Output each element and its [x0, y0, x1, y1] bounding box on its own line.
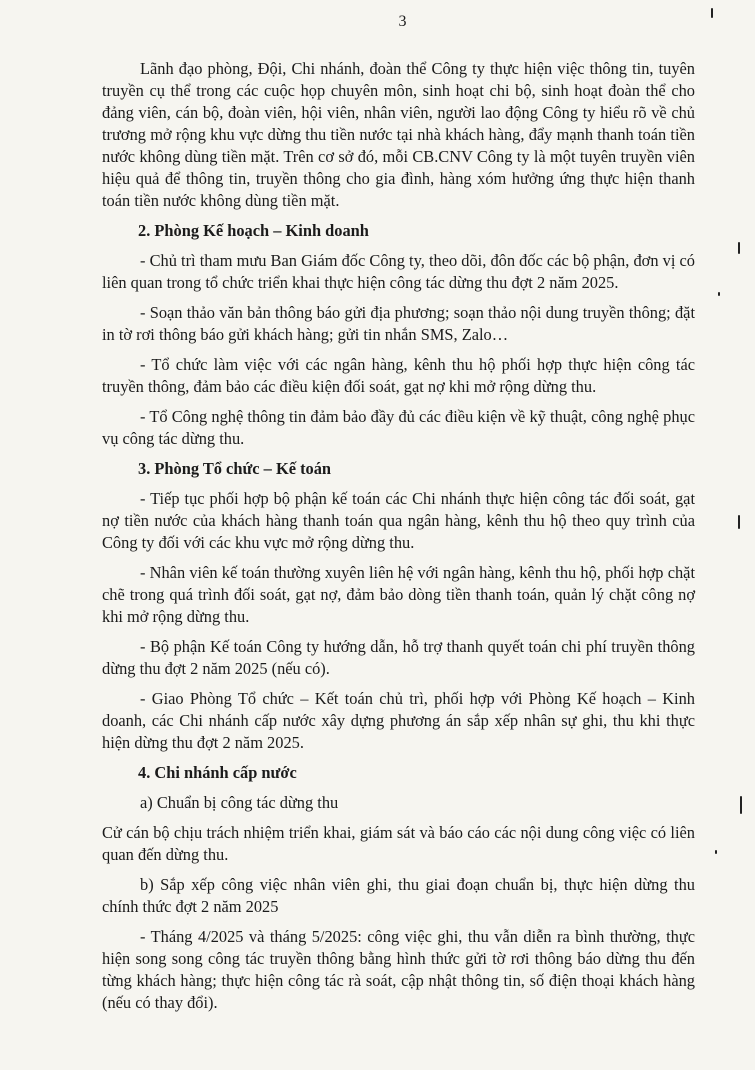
scan-mark	[738, 242, 740, 254]
section-4-subheading-a: a) Chuẩn bị công tác dừng thu	[140, 793, 339, 812]
section-2-paragraph-4: - Tổ Công nghệ thông tin đảm bảo đầy đủ các điều kiện về kỹ thuật, công nghệ phục vụ công tác dừng thu.	[102, 407, 695, 448]
section-4-paragraph-2: - Tháng 4/2025 và tháng 5/2025: công việc ghi, thu vẫn diễn ra bình thường, thực hiện song song công tác truyền thông bằng hình thức gửi tờ rơi thông báo dừng thu đến từng khách hàng; thực hiện công tác rà soát, cập nhật thông tin, số điện thoại khách hàng (nếu có thay đổi).	[102, 927, 695, 1012]
scan-mark	[740, 796, 742, 814]
section-heading-ke-hoach-kinh-doanh: 2. Phòng Kế hoạch – Kinh doanh	[138, 221, 369, 240]
section-2-paragraph-2: - Soạn thảo văn bản thông báo gửi địa phương; soạn thảo nội dung truyền thông; đặt in tờ rơi thông báo gửi khách hàng; gửi tin nhắn SMS, Zalo…	[102, 303, 695, 344]
scan-mark	[718, 292, 720, 296]
section-3-paragraph-2: - Nhân viên kế toán thường xuyên liên hệ với ngân hàng, kênh thu hộ, phối hợp chặt chẽ trong quá trình đối soát, gạt nợ, đảm bảo dòng tiền thanh toán, quản lý chặt công nợ khi mở rộng dừng thu.	[102, 563, 695, 626]
section-4-paragraph-1: Cử cán bộ chịu trách nhiệm triển khai, giám sát và báo cáo các nội dung công việc có liên quan đến dừng thu.	[102, 823, 695, 864]
scan-mark	[738, 515, 740, 529]
section-3-paragraph-1: - Tiếp tục phối hợp bộ phận kế toán các Chi nhánh thực hiện công tác đối soát, gạt nợ tiền nước của khách hàng thanh toán qua ngân hàng, kênh thu hộ theo quy trình của Công ty đối với các khu vực mở rộng dừng thu.	[102, 489, 695, 552]
section-4-subheading-b: b) Sắp xếp công việc nhân viên ghi, thu giai đoạn chuẩn bị, thực hiện dừng thu chính thức đợt 2 năm 2025	[102, 875, 695, 916]
section-heading-chi-nhanh-cap-nuoc: 4. Chi nhánh cấp nước	[138, 763, 297, 782]
scan-mark	[715, 850, 717, 854]
section-3-paragraph-4: - Giao Phòng Tổ chức – Kết toán chủ trì, phối hợp với Phòng Kế hoạch – Kinh doanh, các Chi nhánh cấp nước xây dựng phương án sắp xếp nhân sự ghi, thu khi thực hiện dừng thu đợt 2 năm 2025.	[102, 689, 695, 752]
section-2-paragraph-3: - Tổ chức làm việc với các ngân hàng, kênh thu hộ phối hợp thực hiện công tác truyền thông, đảm bảo các điều kiện đối soát, gạt nợ khi mở rộng dừng thu.	[102, 355, 695, 396]
section-3-paragraph-3: - Bộ phận Kế toán Công ty hướng dẫn, hỗ trợ thanh quyết toán chi phí truyền thông dừng thu đợt 2 năm 2025 (nếu có).	[102, 637, 695, 678]
section-2-paragraph-1: - Chủ trì tham mưu Ban Giám đốc Công ty, theo dõi, đôn đốc các bộ phận, đơn vị có liên quan trong tổ chức triển khai thực hiện công tác dừng thu đợt 2 năm 2025.	[102, 251, 695, 292]
intro-paragraph: Lãnh đạo phòng, Đội, Chi nhánh, đoàn thể Công ty thực hiện việc thông tin, tuyên truyền cụ thể trong các cuộc họp chuyên môn, sinh hoạt chi bộ, sinh hoạt đoàn thể cho đảng viên, cán bộ, đoàn viên, hội viên, nhân viên, người lao động Công ty hiểu rõ về chủ trương mở rộng khu vực dừng thu tiền nước tại nhà khách hàng, đẩy mạnh thanh toán tiền nước không dùng tiền mặt. Trên cơ sở đó, mỗi CB.CNV Công ty là một tuyên truyền viên hiệu quả để thông tin, truyền thông cho gia đình, hàng xóm hưởng ứng thực hiện thanh toán tiền nước không dùng tiền mặt.	[102, 59, 695, 210]
page-number: 3	[398, 13, 407, 30]
section-heading-to-chuc-ke-toan: 3. Phòng Tổ chức – Kế toán	[138, 459, 332, 478]
scan-mark	[711, 8, 713, 18]
